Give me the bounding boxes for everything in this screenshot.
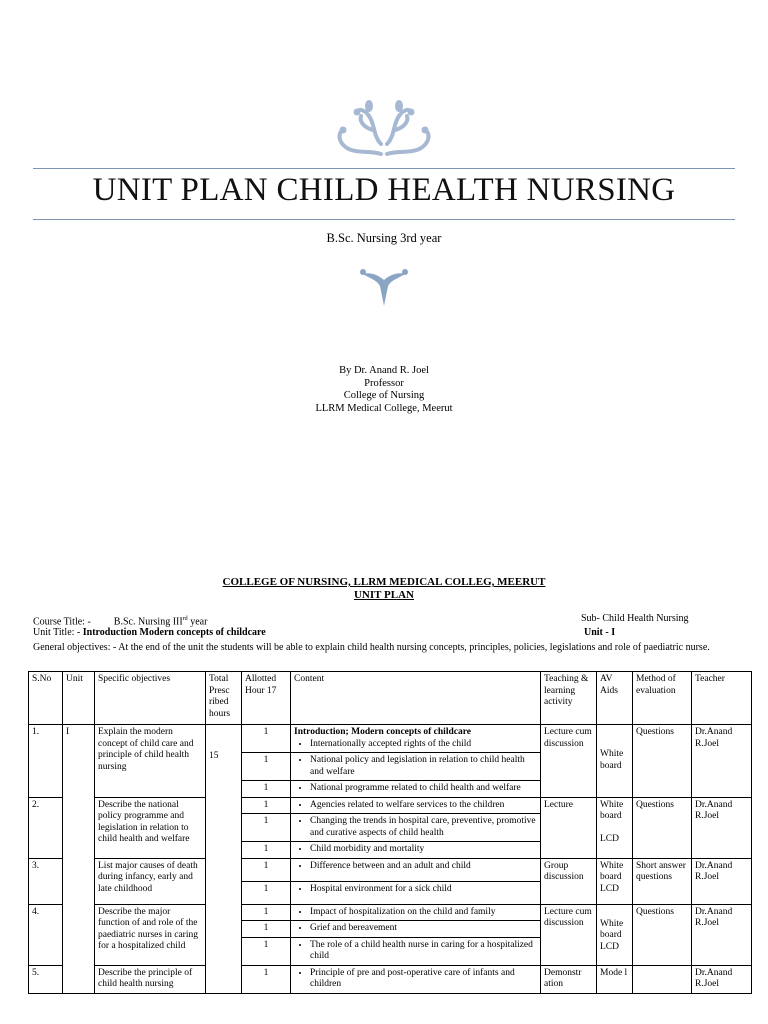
row-objective: Describe the major function of and role of the paediatric nurses in caring for a hospitalized child [95,904,206,965]
table-header-row [29,672,752,725]
row-av-aids: White board LCD [597,797,633,858]
row-objective: Explain the modern concept of child care and principle of child health nursing [95,725,206,798]
row-sno: 3. [29,858,63,904]
content-item: • National policy and legislation in relation to child health and welfare [310,755,537,778]
row-hour: 1 [242,781,291,798]
unit-number: Unit - I [584,627,616,638]
content-item: • National programme related to child health and welfare [310,783,537,795]
course-value: B.Sc. Nursing III [113,616,183,628]
row-teacher: Dr.Anand R.Joel [692,725,752,798]
content-item: • Hospital environment for a sick child [310,884,537,896]
row-teacher: Dr.Anand R.Joel [692,904,752,965]
content-item: • Internationally accepted rights of the child [310,739,537,751]
row-content [291,881,541,904]
row-unit: I [63,725,95,994]
row-hour: 1 [242,753,291,781]
course-tail: year [187,616,208,628]
total-hours: 15 [206,725,242,994]
general-objectives: General objectives: - At the end of the unit the students will be able to explain child health nursing concepts, principles, policies, legislations and role of paediatric nurse. [33,642,710,653]
unit-title-value: Introduction Modern concepts of childcare [82,627,266,638]
row-hour: 1 [242,921,291,938]
row-hour: 1 [242,965,291,993]
row-teaching: Lecture [541,797,597,858]
row-evaluation [633,965,692,993]
header-teacher: Teacher [692,672,752,725]
row-teaching: Group discussion [541,858,597,904]
content-item: • The role of a child health nurse in caring for a hospitalized child [310,940,537,963]
row-content [291,937,541,965]
header-unit: Unit [63,672,95,725]
row-sno: 5. [29,965,63,993]
title-rule-bottom [33,219,735,220]
author-designation: Professor [364,377,404,389]
table-row [29,797,752,814]
row-hour: 1 [242,858,291,881]
college-name: COLLEGE OF NURSING, LLRM MEDICAL COLLEG, MEERUT [222,576,546,588]
subject: Sub- Child Health Nursing [581,613,689,624]
row-av-aids: Mode l [597,965,633,993]
unit-plan-table [28,671,752,994]
author-name: By Dr. Anand R. Joel [339,365,429,376]
content-item: • Changing the trends in hospital care, preventive, promotive and curative aspects of child health [310,816,537,839]
row-content [291,921,541,938]
content-item: • Child morbidity and mortality [310,844,537,856]
table-row [29,904,752,921]
fleur-icon [359,266,409,306]
course-label: Course Title: - [33,616,91,628]
row-objective: Describe the principle of child health nursing [95,965,206,993]
content-item: • Principle of pre and post-operative care of infants and children [310,968,537,991]
row-teaching: Lecture cum discussion [541,904,597,965]
row-hour: 1 [242,797,291,814]
row-evaluation: Short answer questions [633,858,692,904]
content-item: • Impact of hospitalization on the child and family [310,907,537,919]
row-content [291,781,541,798]
header-teaching: Teaching & learning activity [541,672,597,725]
table-row [29,858,752,881]
row-objective: List major causes of death during infancy, early and late childhood [95,858,206,904]
plan-heading: UNIT PLAN [353,589,414,601]
row-hour: 1 [242,814,291,842]
row-evaluation: Questions [633,904,692,965]
content-heading: Introduction; Modern concepts of childcare [294,727,471,737]
row-hour: 1 [242,904,291,921]
row-teaching: Demonstr ation [541,965,597,993]
table-row [29,965,752,993]
table-row [29,725,752,753]
flourish-icon [329,100,439,160]
row-objective: Describe the national policy programme and legislation in relation to child health and welfare [95,797,206,858]
row-sno: 4. [29,904,63,965]
row-content [291,842,541,859]
content-item: • Agencies related to welfare services to the children [310,800,537,812]
row-hour: 1 [242,937,291,965]
row-av-aids: White board LCD [597,904,633,965]
row-evaluation: Questions [633,725,692,798]
header-objectives: Specific objectives [95,672,206,725]
row-teacher: Dr.Anand R.Joel [692,797,752,858]
header-total-hours: Total Presc ribed hours [206,672,242,725]
top-ornament [0,100,768,160]
row-sno: 2. [29,797,63,858]
unit-title [33,627,266,639]
content-item: • Difference between and an adult and child [310,861,537,873]
author-institution: LLRM Medical College, Meerut [315,402,453,414]
header-evaluation: Method of evaluation [633,672,692,725]
header-allotted-hours: Allotted Hour 17 [242,672,291,725]
document-title: UNIT PLAN CHILD HEALTH NURSING [92,172,676,208]
row-av-aids: White board [597,725,633,798]
row-content [291,965,541,993]
plan-header [0,576,768,602]
author-college: College of Nursing [343,390,425,401]
row-content [291,753,541,781]
header-av-aids: AV Aids [597,672,633,725]
middle-ornament [0,266,768,306]
row-content [291,814,541,842]
row-content [291,904,541,921]
document-subtitle: B.Sc. Nursing 3rd year [326,231,442,245]
row-teacher: Dr.Anand R.Joel [692,858,752,904]
row-content [291,797,541,814]
row-hour: 1 [242,725,291,753]
author-block [0,365,768,415]
course-sup: rd [182,616,188,622]
row-teacher: Dr.Anand R.Joel [692,965,752,993]
row-hour: 1 [242,842,291,859]
title-rule-top [33,168,735,169]
row-evaluation: Questions [633,797,692,858]
row-av-aids: White board LCD [597,858,633,904]
row-content [291,858,541,881]
row-sno: 1. [29,725,63,798]
unit-title-label: Unit Title: - [33,627,81,638]
header-content: Content [291,672,541,725]
row-hour: 1 [242,881,291,904]
header-sno: S.No [29,672,63,725]
row-content [291,725,541,753]
content-item: • Grief and bereavement [310,923,537,935]
row-teaching: Lecture cum discussion [541,725,597,798]
